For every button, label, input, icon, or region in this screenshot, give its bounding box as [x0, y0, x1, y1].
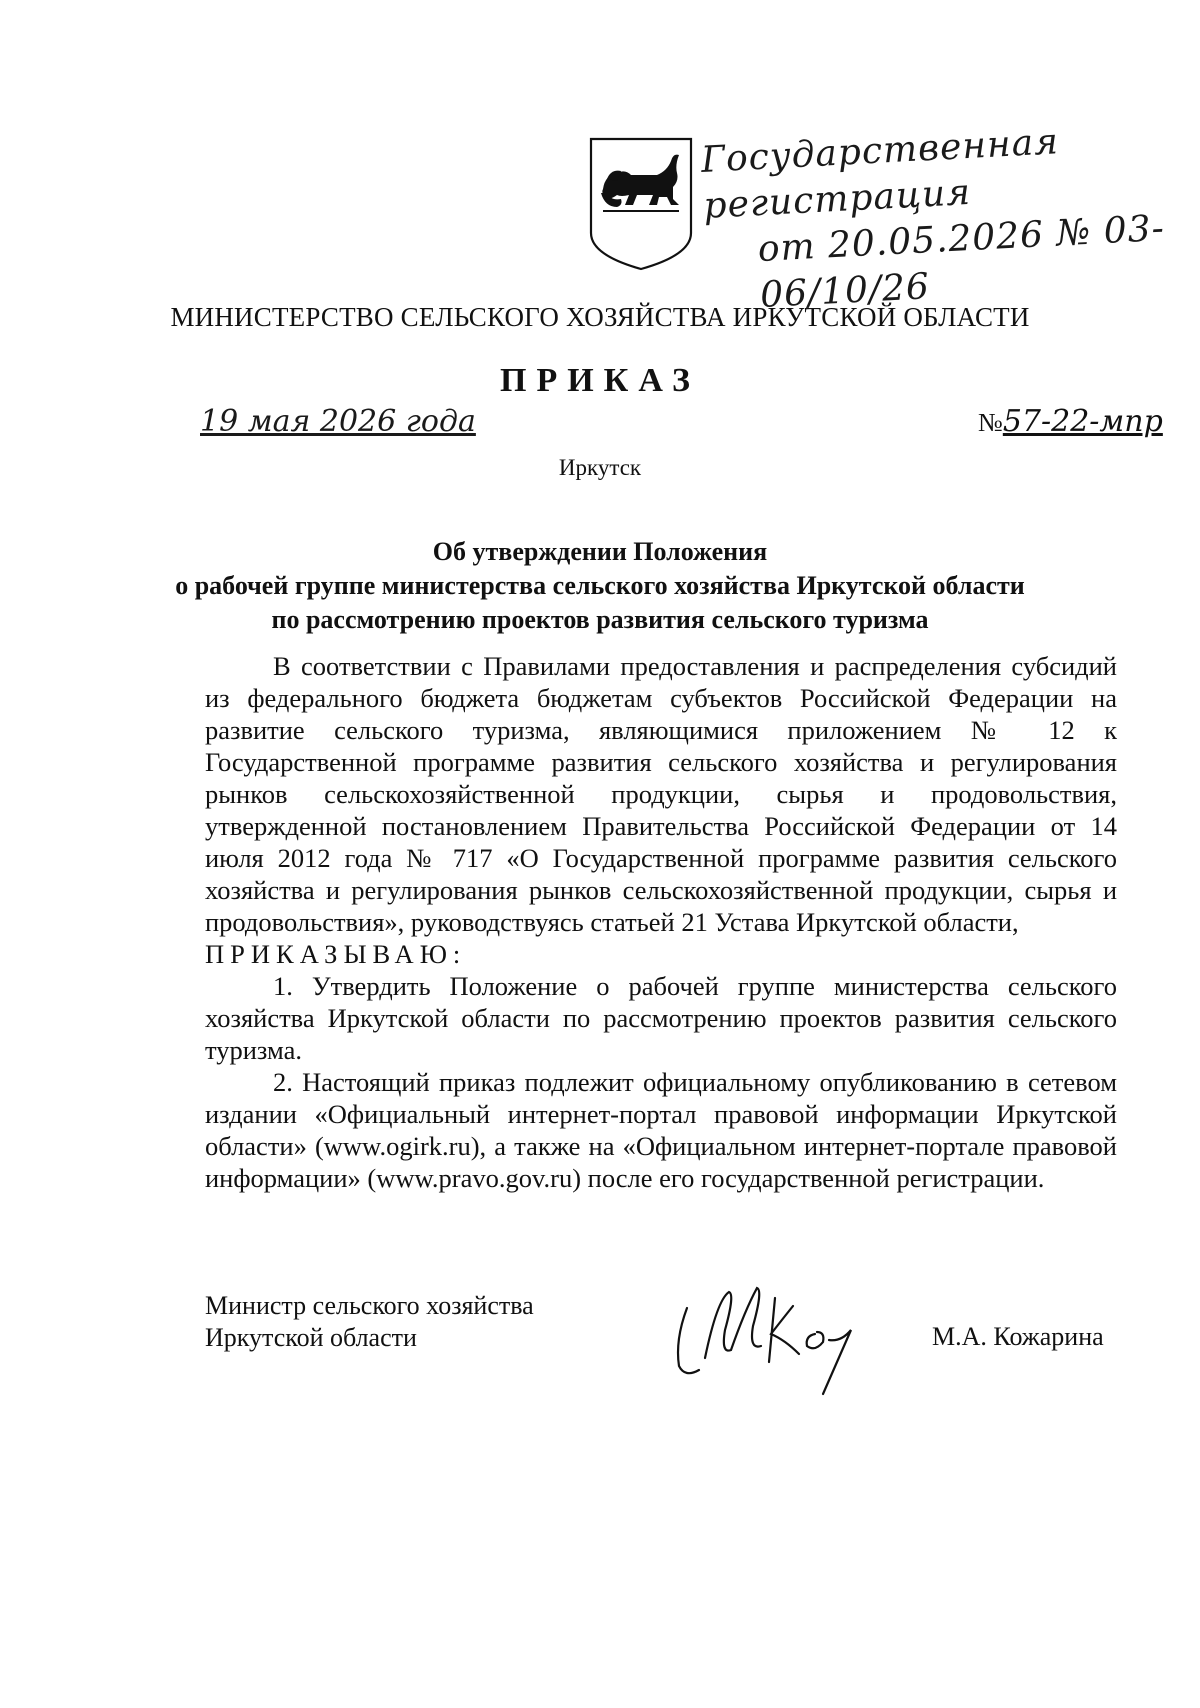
order-number-prefix: №	[978, 408, 1003, 437]
order-number	[978, 404, 1163, 439]
ministry-name: МИНИСТЕРСТВО СЕЛЬСКОГО ХОЗЯЙСТВА ИРКУТСКОЙ ОБЛАСТИ	[170, 302, 1030, 332]
signer-position	[205, 1290, 534, 1354]
coat-of-arms-emblem	[587, 135, 695, 273]
order-body	[205, 650, 1117, 1194]
order-title-line1: Об утверждении Положения	[432, 537, 768, 566]
order-item-1: 1. Утвердить Положение о рабочей группе министерства сельского хозяйства Иркутской области по рассмотрению проектов развития сельского туризма.	[205, 971, 1117, 1065]
document-type: ПРИКАЗ	[500, 362, 700, 399]
order-title-line2: о рабочей группе министерства сельского хозяйства Иркутской области	[175, 571, 1025, 600]
signer-name: М.А. Кожарина	[932, 1322, 1104, 1351]
order-title-line3: по рассмотрению проектов развития сельского туризма	[271, 605, 929, 634]
irkutsk-coat-of-arms-icon	[587, 135, 695, 273]
decree-word: ПРИКАЗЫВАЮ:	[205, 939, 467, 969]
order-city: Иркутск	[558, 455, 642, 480]
signer-position-line1: Министр сельского хозяйства	[205, 1291, 534, 1320]
order-item-2: 2. Настоящий приказ подлежит официальному опубликованию в сетевом издании «Официальный интернет-портал правовой информации Иркутской области» (www.ogirk.ru), а также на «Официальном интернет-портале правовой информации» (www.pravo.gov.ru) после его государственной регистрации.	[205, 1067, 1117, 1193]
order-title	[150, 535, 1050, 637]
handwritten-signature	[665, 1270, 895, 1400]
registration-note-line2: от 20.05.2026 № 03-06/10/26	[756, 207, 1166, 317]
signer-position-line2: Иркутской области	[205, 1323, 417, 1352]
order-date: 19 мая 2026 года	[200, 404, 476, 439]
preamble-paragraph: В соответствии с Правилами предоставления и распределения субсидий из федерального бюджета бюджетам субъектов Российской Федерации на развитие сельского туризма, являющимися приложением № 12 к Государственной программе развития сельского хозяйства и регулирования рынков сельскохозяйственной продукции, сырья и продовольствия, утвержденной постановлением Правительства Российской Федерации от 14 июля 2012 года № 717 «О Государственной программе развития сельского хозяйства и регулирования рынков сельскохозяйственной продукции, сырья и продовольствия», руководствуясь статьей 21 Устава Иркутской области,	[205, 651, 1117, 937]
order-number-value: 57-22-мпр	[1002, 404, 1163, 439]
registration-note-line1: Государственная регистрация	[700, 121, 1060, 227]
signature-icon	[665, 1270, 895, 1400]
registration-note	[700, 114, 1166, 317]
